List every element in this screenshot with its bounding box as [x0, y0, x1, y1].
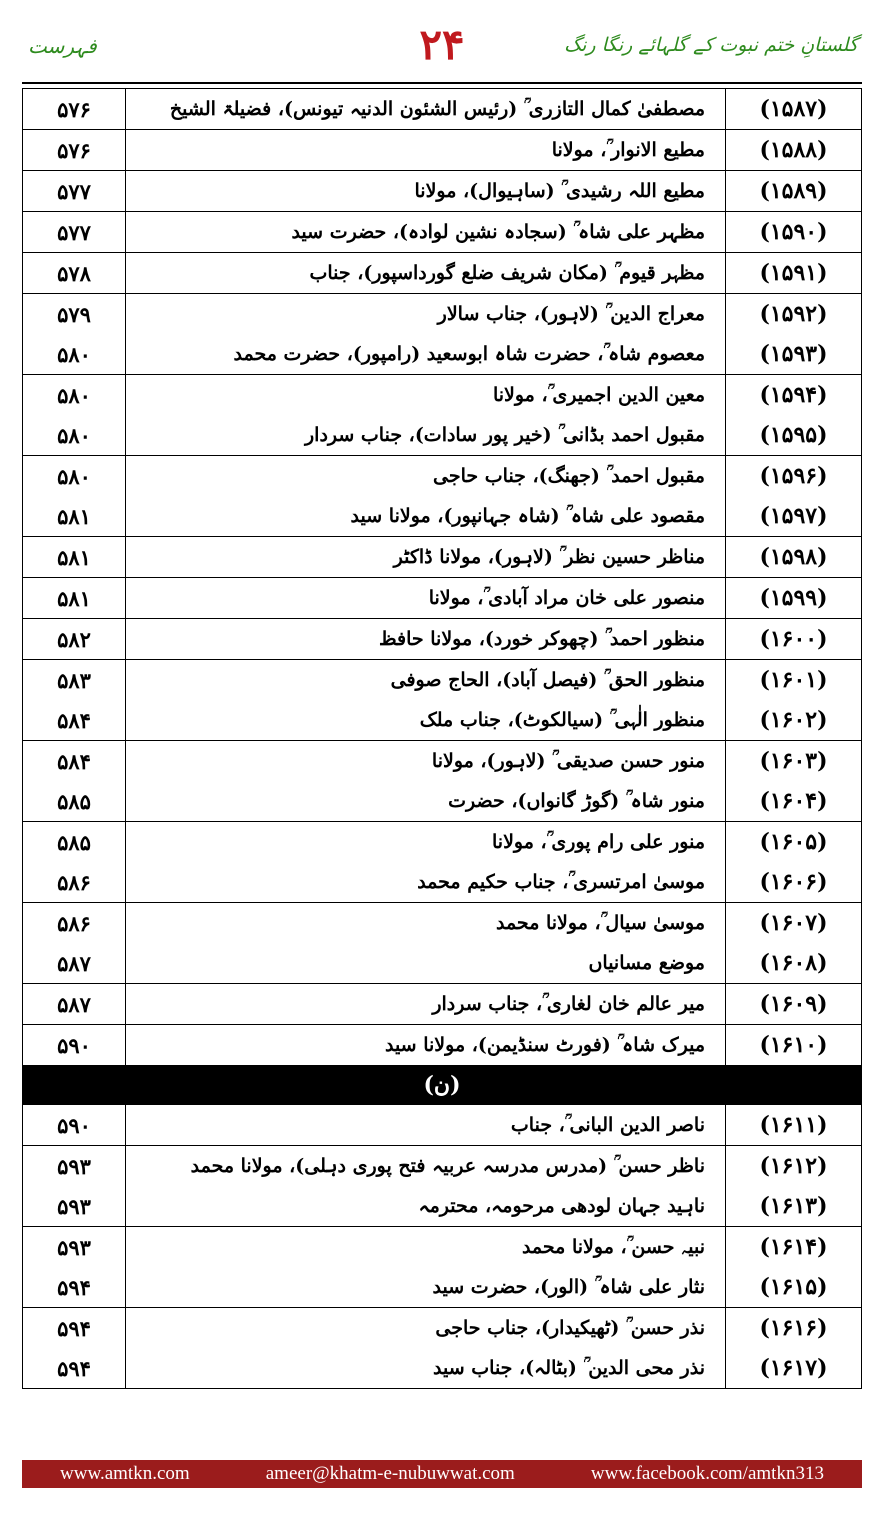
index-row	[23, 903, 862, 944]
entry-page: ۵۸۴	[23, 741, 126, 782]
page-header	[22, 20, 862, 76]
entry-number: (۱۵۹۲)	[726, 294, 862, 335]
footer-bar	[22, 1460, 862, 1488]
entry-name: منظور احمد ؒ (چھوکر خورد)، مولانا حافظ	[126, 619, 726, 660]
entry-name: منظور الٰہی ؒ (سیالکوٹ)، جناب ملک	[126, 700, 726, 741]
entry-page: ۵۷۹	[23, 294, 126, 335]
entry-page: ۵۹۴	[23, 1348, 126, 1389]
entry-page: ۵۸۵	[23, 781, 126, 822]
index-row	[23, 1146, 862, 1187]
entry-number: (۱۶۰۴)	[726, 781, 862, 822]
index-row	[23, 1267, 862, 1308]
entry-number: (۱۶۰۲)	[726, 700, 862, 741]
entry-page: ۵۸۶	[23, 862, 126, 903]
entry-number: (۱۵۹۹)	[726, 578, 862, 619]
entry-name: مطیع اللہ رشیدی ؒ (ساہیوال)، مولانا	[126, 171, 726, 212]
index-row	[23, 578, 862, 619]
entry-number: (۱۶۰۸)	[726, 943, 862, 984]
entry-page: ۵۸۱	[23, 578, 126, 619]
index-row	[23, 537, 862, 578]
entry-page: ۵۸۷	[23, 984, 126, 1025]
entry-number: (۱۵۹۷)	[726, 496, 862, 537]
entry-page: ۵۸۰	[23, 375, 126, 416]
entry-page: ۵۸۱	[23, 496, 126, 537]
entry-page: ۵۸۲	[23, 619, 126, 660]
entry-page: ۵۸۵	[23, 822, 126, 863]
footer-facebook-link[interactable]: www.facebook.com/amtkn313	[590, 1463, 824, 1484]
entry-name: منصور علی خان مراد آبادی ؒ، مولانا	[126, 578, 726, 619]
entry-number: (۱۶۰۶)	[726, 862, 862, 903]
entry-name: منظور الحق ؒ (فیصل آباد)، الحاج صوفی	[126, 660, 726, 701]
entry-number: (۱۶۱۳)	[726, 1186, 862, 1227]
index-row	[23, 660, 862, 701]
entry-page: ۵۷۷	[23, 212, 126, 253]
footer-website-link[interactable]: www.amtkn.com	[60, 1463, 190, 1484]
page-number: ۲۴	[419, 20, 465, 69]
entry-name: ناہید جہان لودھی مرحومہ، محترمہ	[126, 1186, 726, 1227]
entry-page: ۵۸۶	[23, 903, 126, 944]
entry-page: ۵۹۰	[23, 1025, 126, 1066]
index-row	[23, 741, 862, 782]
entry-name: میرک شاہ ؒ (فورٹ سنڈیمن)، مولانا سید	[126, 1025, 726, 1066]
entry-name: موسیٰ سیال ؒ، مولانا محمد	[126, 903, 726, 944]
entry-name: مناظر حسین نظر ؒ (لاہور)، مولانا ڈاکٹر	[126, 537, 726, 578]
index-row	[23, 334, 862, 375]
section-header-noon	[23, 1066, 862, 1105]
entry-number: (۱۶۰۷)	[726, 903, 862, 944]
index-row	[23, 822, 862, 863]
entry-number: (۱۶۰۵)	[726, 822, 862, 863]
index-table	[22, 88, 862, 1389]
entry-page: ۵۹۴	[23, 1308, 126, 1349]
index-row	[23, 984, 862, 1025]
entry-page: ۵۸۰	[23, 415, 126, 456]
entry-page: ۵۷۸	[23, 253, 126, 294]
entry-page: ۵۷۷	[23, 171, 126, 212]
entry-number: (۱۶۱۵)	[726, 1267, 862, 1308]
entry-page: ۵۸۷	[23, 943, 126, 984]
entry-name: نثار علی شاہ ؒ (الور)، حضرت سید	[126, 1267, 726, 1308]
book-title: گلستانِ ختم نبوت کے گلہائے رنگا رنگ	[564, 34, 858, 56]
entry-page: ۵۸۰	[23, 334, 126, 375]
entry-name: مظہر قیوم ؒ (مکان شریف ضلع گورداسپور)، جناب	[126, 253, 726, 294]
entry-name: مظہر علی شاہ ؒ (سجادہ نشین لوادہ)، حضرت سید	[126, 212, 726, 253]
entry-name: نذر محی الدین ؒ (بٹالہ)، جناب سید	[126, 1348, 726, 1389]
entry-number: (۱۶۱۴)	[726, 1227, 862, 1268]
entry-name: معصوم شاہ ؒ، حضرت شاہ ابوسعید (رامپور)، حضرت محمد	[126, 334, 726, 375]
index-row	[23, 89, 862, 130]
entry-number: (۱۵۹۸)	[726, 537, 862, 578]
index-row	[23, 781, 862, 822]
entry-name: مقبول احمد بڈانی ؒ (خیر پور سادات)، جناب سردار	[126, 415, 726, 456]
index-row	[23, 496, 862, 537]
entry-name: منور حسن صدیقی ؒ (لاہور)، مولانا	[126, 741, 726, 782]
entry-number: (۱۶۰۱)	[726, 660, 862, 701]
index-row	[23, 1348, 862, 1389]
entry-name: موسیٰ امرتسری ؒ، جناب حکیم محمد	[126, 862, 726, 903]
entry-page: ۵۹۳	[23, 1227, 126, 1268]
entry-name: موضع مسانیاں	[126, 943, 726, 984]
entry-name: نبیہ حسن ؒ، مولانا محمد	[126, 1227, 726, 1268]
entry-number: (۱۵۹۰)	[726, 212, 862, 253]
index-row	[23, 415, 862, 456]
section-title: فہرست	[28, 34, 97, 58]
entry-number: (۱۶۰۰)	[726, 619, 862, 660]
entry-name: نذر حسن ؒ (ٹھیکیدار)، جناب حاجی	[126, 1308, 726, 1349]
index-row	[23, 619, 862, 660]
entry-number: (۱۶۱۱)	[726, 1105, 862, 1146]
header-rule	[22, 82, 862, 84]
entry-page: ۵۸۱	[23, 537, 126, 578]
entry-name: مطیع الانوار ؒ، مولانا	[126, 130, 726, 171]
entry-name: مقصود علی شاہ ؒ (شاہ جہانپور)، مولانا سید	[126, 496, 726, 537]
entry-page: ۵۹۰	[23, 1105, 126, 1146]
index-row	[23, 171, 862, 212]
index-row	[23, 212, 862, 253]
footer-email-link[interactable]: ameer@khatm-e-nubuwwat.com	[265, 1463, 515, 1484]
entry-number: (۱۵۸۷)	[726, 89, 862, 130]
entry-name: معراج الدین ؒ (لاہور)، جناب سالار	[126, 294, 726, 335]
entry-number: (۱۵۹۱)	[726, 253, 862, 294]
entry-number: (۱۶۱۰)	[726, 1025, 862, 1066]
entry-page: ۵۸۳	[23, 660, 126, 701]
entry-number: (۱۶۰۹)	[726, 984, 862, 1025]
index-row	[23, 1308, 862, 1349]
index-row	[23, 700, 862, 741]
entry-number: (۱۵۹۵)	[726, 415, 862, 456]
index-row	[23, 1227, 862, 1268]
entry-page: ۵۸۴	[23, 700, 126, 741]
entry-number: (۱۵۹۴)	[726, 375, 862, 416]
entry-number: (۱۵۹۶)	[726, 456, 862, 497]
entry-page: ۵۷۶	[23, 130, 126, 171]
entry-page: ۵۷۶	[23, 89, 126, 130]
index-row	[23, 294, 862, 335]
index-row	[23, 375, 862, 416]
index-row	[23, 253, 862, 294]
entry-number: (۱۵۸۹)	[726, 171, 862, 212]
entry-name: ناصر الدین البانی ؒ، جناب	[126, 1105, 726, 1146]
entry-number: (۱۶۰۳)	[726, 741, 862, 782]
entry-name: معین الدین اجمیری ؒ، مولانا	[126, 375, 726, 416]
index-row	[23, 1025, 862, 1066]
entry-number: (۱۶۱۷)	[726, 1348, 862, 1389]
entry-page: ۵۹۳	[23, 1186, 126, 1227]
entry-number: (۱۶۱۶)	[726, 1308, 862, 1349]
entry-name: منور شاہ ؒ (گوڑ گانواں)، حضرت	[126, 781, 726, 822]
index-row	[23, 943, 862, 984]
entry-page: ۵۹۴	[23, 1267, 126, 1308]
index-row	[23, 1186, 862, 1227]
entry-number: (۱۶۱۲)	[726, 1146, 862, 1187]
entry-name: مقبول احمد ؒ (جھنگ)، جناب حاجی	[126, 456, 726, 497]
entry-number: (۱۵۸۸)	[726, 130, 862, 171]
index-row	[23, 862, 862, 903]
entry-page: ۵۹۳	[23, 1146, 126, 1187]
entry-name: مصطفیٰ کمال التازری ؒ (رئیس الشئون الدنیہ تیونس)، فضیلۃ الشیخ	[126, 89, 726, 130]
entry-name: ناظر حسن ؒ (مدرس مدرسہ عربیہ فتح پوری دہلی)، مولانا محمد	[126, 1146, 726, 1187]
entry-name: منور علی رام پوری ؒ، مولانا	[126, 822, 726, 863]
entry-page: ۵۸۰	[23, 456, 126, 497]
index-row	[23, 130, 862, 171]
section-label: (ن)	[23, 1066, 862, 1105]
index-row	[23, 1105, 862, 1146]
entry-name: میر عالم خان لغاری ؒ، جناب سردار	[126, 984, 726, 1025]
entry-number: (۱۵۹۳)	[726, 334, 862, 375]
index-row	[23, 456, 862, 497]
